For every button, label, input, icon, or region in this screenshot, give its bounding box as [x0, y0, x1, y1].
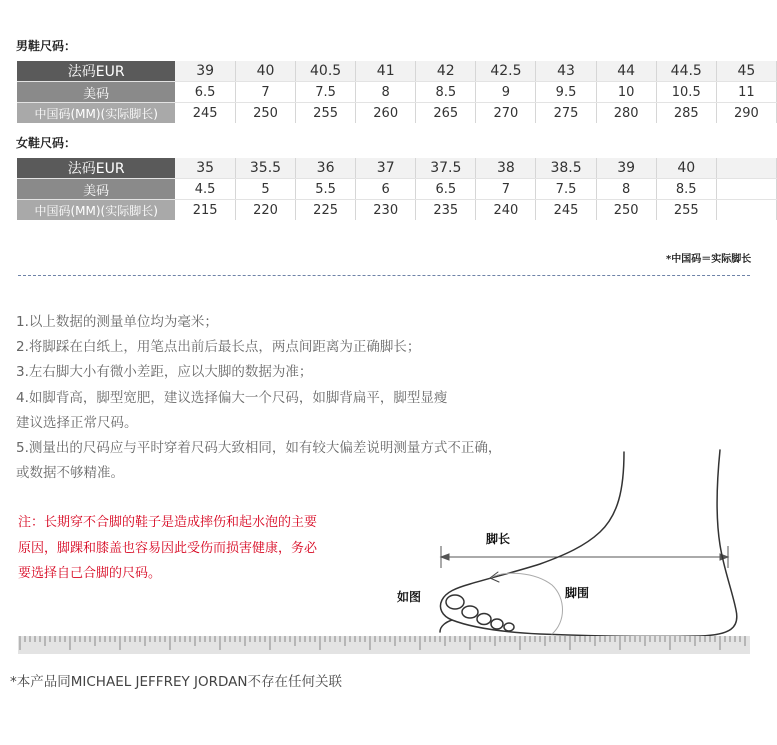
- men-cn-cell: 260: [356, 103, 416, 124]
- men-us-cell: 10.5: [656, 82, 716, 103]
- warning-line: 注：长期穿不合脚的鞋子是造成摔伤和起水泡的主要: [18, 515, 318, 530]
- men-size-table: [17, 61, 777, 123]
- women-eur-cell: 40: [656, 158, 716, 179]
- length-arrow: [441, 546, 728, 568]
- women-us-cell: 6.5: [416, 179, 476, 200]
- men-cn-cell: 270: [476, 103, 536, 124]
- women-us-cell: 7: [476, 179, 536, 200]
- women-us-header: 美码: [17, 179, 175, 200]
- women-size-table: [17, 158, 777, 220]
- example-label: 如图: [397, 590, 422, 604]
- men-us-cell: 7: [235, 82, 295, 103]
- women-empty-cell: [716, 158, 776, 179]
- women-cn-header: 中国码(MM)(实际脚长): [17, 200, 175, 221]
- women-us-cell: 4.5: [175, 179, 235, 200]
- foot-outline: [440, 450, 737, 636]
- men-cn-cell: 285: [656, 103, 716, 124]
- men-eur-cell: 45: [716, 61, 776, 82]
- note-line: 建议选择正常尺码。: [16, 415, 138, 431]
- length-label: 脚长: [486, 532, 511, 546]
- men-size-title: 男鞋尺码：: [16, 39, 77, 53]
- men-us-cell: 10: [596, 82, 656, 103]
- men-us-row: [17, 82, 777, 103]
- foot-measure-diagram: [0, 440, 750, 665]
- women-cn-cell: 230: [356, 200, 416, 221]
- women-us-cell: 5: [235, 179, 295, 200]
- men-eur-cell: 42: [416, 61, 476, 82]
- men-eur-row: [17, 61, 777, 82]
- men-eur-cell: 43: [536, 61, 596, 82]
- women-eur-cell: 37.5: [416, 158, 476, 179]
- ruler: [18, 636, 750, 654]
- men-us-cell: 6.5: [175, 82, 235, 103]
- women-eur-cell: 35: [175, 158, 235, 179]
- section-divider: [18, 275, 750, 276]
- women-cn-cell: 220: [235, 200, 295, 221]
- men-cn-cell: 290: [716, 103, 776, 124]
- women-us-cell: 5.5: [296, 179, 356, 200]
- women-us-cell: 8.5: [656, 179, 716, 200]
- girth-label: 脚围: [565, 586, 590, 600]
- men-cn-cell: 255: [296, 103, 356, 124]
- men-cn-cell: 265: [416, 103, 476, 124]
- men-cn-cell: 245: [175, 103, 235, 124]
- men-us-cell: 11: [716, 82, 776, 103]
- men-eur-cell: 44: [596, 61, 656, 82]
- women-eur-header: 法码EUR: [17, 158, 175, 179]
- women-cn-cell: 255: [656, 200, 716, 221]
- women-eur-cell: 37: [356, 158, 416, 179]
- men-us-cell: 9.5: [536, 82, 596, 103]
- women-us-row: [17, 179, 777, 200]
- men-eur-cell: 42.5: [476, 61, 536, 82]
- men-cn-cell: 280: [596, 103, 656, 124]
- men-eur-cell: 41: [356, 61, 416, 82]
- note-line: 2.将脚踩在白纸上，用笔点出前后最长点，两点间距离为正确脚长；: [16, 339, 421, 355]
- warning-line: 要选择自己合脚的尺码。: [18, 566, 162, 581]
- women-us-cell: 8: [596, 179, 656, 200]
- men-us-header: 美码: [17, 82, 175, 103]
- women-cn-cell: 250: [596, 200, 656, 221]
- women-cn-cell: 245: [536, 200, 596, 221]
- women-cn-cell: 215: [175, 200, 235, 221]
- men-eur-header: 法码EUR: [17, 61, 175, 82]
- men-cn-cell: 250: [235, 103, 295, 124]
- women-eur-cell: 38.5: [536, 158, 596, 179]
- women-empty-cell: [716, 179, 776, 200]
- men-us-cell: 7.5: [296, 82, 356, 103]
- men-eur-cell: 40.5: [296, 61, 356, 82]
- note-line: 或数据不够精准。: [16, 465, 124, 481]
- warning-line: 原因，脚踝和膝盖也容易因此受伤而损害健康，务必: [18, 541, 318, 556]
- women-cn-row: [17, 200, 777, 221]
- women-eur-cell: 38: [476, 158, 536, 179]
- women-empty-cell: [716, 200, 776, 221]
- men-us-cell: 8: [356, 82, 416, 103]
- women-us-cell: 6: [356, 179, 416, 200]
- women-cn-cell: 235: [416, 200, 476, 221]
- women-eur-cell: 35.5: [235, 158, 295, 179]
- men-eur-cell: 39: [175, 61, 235, 82]
- cn-size-footnote: *中国码＝实际脚长: [666, 254, 752, 265]
- women-eur-cell: 39: [596, 158, 656, 179]
- note-line: 3.左右脚大小有微小差距，应以大脚的数据为准；: [16, 364, 313, 380]
- disclaimer-footer: *本产品同MICHAEL JEFFREY JORDAN不存在任何关联: [10, 674, 343, 690]
- men-eur-cell: 40: [235, 61, 295, 82]
- women-size-title: 女鞋尺码：: [16, 136, 77, 150]
- men-cn-header: 中国码(MM)(实际脚长): [17, 103, 175, 124]
- men-us-cell: 8.5: [416, 82, 476, 103]
- men-eur-cell: 44.5: [656, 61, 716, 82]
- women-us-cell: 7.5: [536, 179, 596, 200]
- men-us-cell: 9: [476, 82, 536, 103]
- women-eur-cell: 36: [296, 158, 356, 179]
- note-line: 4.如脚背高，脚型宽肥，建议选择偏大一个尺码，如脚背扁平，脚型显瘦: [16, 390, 448, 406]
- women-cn-cell: 240: [476, 200, 536, 221]
- note-line: 5.测量出的尺码应与平时穿着尺码大致相同，如有较大偏差说明测量方式不正确，: [16, 440, 502, 456]
- women-eur-row: [17, 158, 777, 179]
- men-cn-row: [17, 103, 777, 124]
- women-cn-cell: 225: [296, 200, 356, 221]
- note-line: 1.以上数据的测量单位均为毫米；: [16, 314, 218, 330]
- men-cn-cell: 275: [536, 103, 596, 124]
